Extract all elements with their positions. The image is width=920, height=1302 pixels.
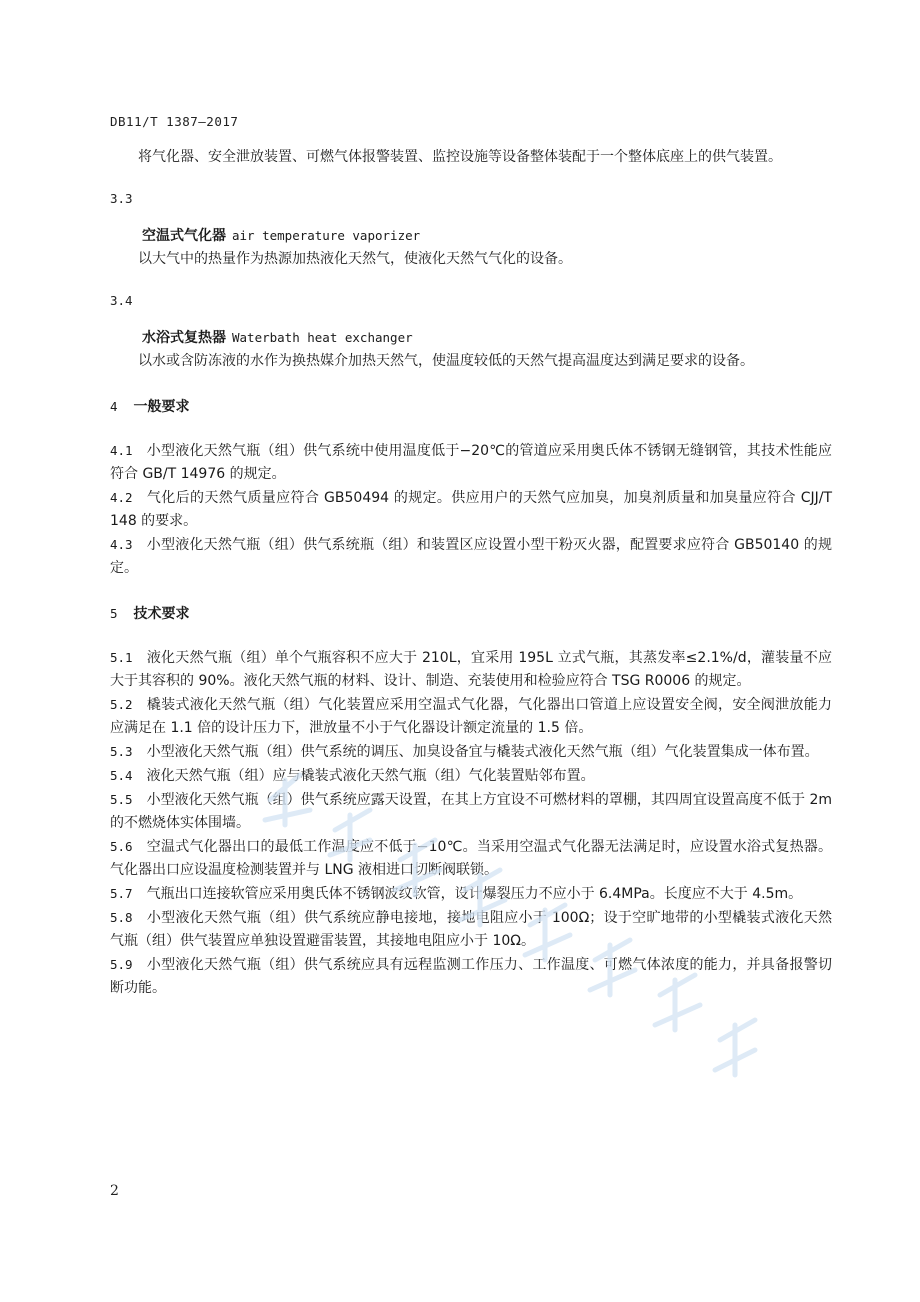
document-body xyxy=(110,146,832,1000)
clause-text: 小型液化天然气瓶（组）供气系统中使用温度低于−20℃的管道应采用奥氏体不锈钢无缝钢管，其技术性能应符合 GB/T 14976 的规定。 xyxy=(110,443,832,482)
section-5-title: 技术要求 xyxy=(133,606,190,622)
clause-text: 液化天然气瓶（组）单个气瓶容积不应大于 210L，宜采用 195L 立式气瓶，其蒸发率≤2.1%/d，灌装量不应大于其容积的 90%。液化天然气瓶的材料、设计、制造、充装使用和检验应符合 TSG R0006 的规定。 xyxy=(110,650,832,689)
clause-number: 5.3 xyxy=(110,744,133,759)
clause-5-6 xyxy=(110,835,832,882)
clause-number: 5.6 xyxy=(110,839,133,854)
section-4-title: 一般要求 xyxy=(133,399,190,415)
term-number-3-3: 3.3 xyxy=(110,191,133,206)
page-number: 2 xyxy=(110,1183,119,1199)
term-number-3-4: 3.4 xyxy=(110,293,133,308)
clause-number: 5.2 xyxy=(110,697,133,712)
section-4-heading xyxy=(110,395,832,419)
clause-5-7 xyxy=(110,882,832,906)
clause-text: 空温式气化器出口的最低工作温度应不低于−10℃。当采用空温式气化器无法满足时，应设置水浴式复热器。气化器出口应设温度检测装置并与 LNG 液相进口切断阀联锁。 xyxy=(110,839,832,878)
clause-number: 5.7 xyxy=(110,886,133,901)
clause-number: 4.1 xyxy=(110,443,133,458)
term-3-4-english: Waterbath heat exchanger xyxy=(232,330,413,345)
clause-text: 气瓶出口连接软管应采用奥氏体不锈钢波纹软管，设计爆裂压力不应小于 6.4MPa。长度应不大于 4.5m。 xyxy=(146,886,803,902)
clause-4-2 xyxy=(110,486,832,533)
clause-text: 橇装式液化天然气瓶（组）气化装置应采用空温式气化器，气化器出口管道上应设置安全阀，安全阀泄放能力应满足在 1.1 倍的设计压力下，泄放量不小于气化器设计额定流量的 1.5 倍。 xyxy=(110,697,832,736)
clause-text: 小型液化天然气瓶（组）供气系统瓶（组）和装置区应设置小型干粉灭火器，配置要求应符合 GB50140 的规定。 xyxy=(110,537,832,576)
intro-paragraph: 将气化器、安全泄放装置、可燃气体报警装置、监控设施等设备整体装配于一个整体底座上的供气装置。 xyxy=(138,149,782,165)
clause-text: 小型液化天然气瓶（组）供气系统应静电接地，接地电阻应小于 100Ω；设于空旷地带的小型橇装式液化天然气瓶（组）供气装置应单独设置避雷装置，其接地电阻应小于 10Ω。 xyxy=(110,910,832,949)
term-3-3 xyxy=(110,224,832,248)
clause-5-1 xyxy=(110,646,832,693)
section-5-heading xyxy=(110,602,832,626)
clause-5-3 xyxy=(110,740,832,764)
clause-text: 小型液化天然气瓶（组）供气系统应具有远程监测工作压力、工作温度、可燃气体浓度的能力，并具备报警切断功能。 xyxy=(110,957,832,996)
clause-number: 5.4 xyxy=(110,768,133,783)
term-3-4-definition: 以水或含防冻液的水作为换热媒介加热天然气，使温度较低的天然气提高温度达到满足要求的设备。 xyxy=(138,353,754,369)
section-4-number: 4 xyxy=(110,399,118,414)
clause-number: 4.2 xyxy=(110,490,133,505)
document-code-header: DB11/T 1387—2017 xyxy=(110,114,239,129)
clause-number: 5.9 xyxy=(110,957,133,972)
term-3-3-definition: 以大气中的热量作为热源加热液化天然气，使液化天然气气化的设备。 xyxy=(138,251,572,267)
term-3-4 xyxy=(110,326,832,350)
clause-5-8 xyxy=(110,906,832,953)
clause-4-3 xyxy=(110,533,832,580)
clause-5-2 xyxy=(110,693,832,740)
clause-5-5 xyxy=(110,788,832,835)
clause-text: 小型液化天然气瓶（组）供气系统的调压、加臭设备宜与橇装式液化天然气瓶（组）气化装置集成一体布置。 xyxy=(146,744,819,760)
clause-number: 5.1 xyxy=(110,650,133,665)
section-5-number: 5 xyxy=(110,606,118,621)
clause-text: 气化后的天然气质量应符合 GB50494 的规定。供应用户的天然气应加臭，加臭剂质量和加臭量应符合 CJJ/T 148 的要求。 xyxy=(110,490,832,529)
clause-5-9 xyxy=(110,953,832,1000)
clause-number: 5.5 xyxy=(110,792,133,807)
clause-text: 液化天然气瓶（组）应与橇装式液化天然气瓶（组）气化装置贴邻布置。 xyxy=(146,768,595,784)
clause-text: 小型液化天然气瓶（组）供气系统应露天设置，在其上方宜设不可燃材料的罩棚，其四周宜设置高度不低于 2m 的不燃烧体实体围墙。 xyxy=(110,792,832,831)
clause-number: 4.3 xyxy=(110,537,133,552)
clause-number: 5.8 xyxy=(110,910,133,925)
term-3-3-chinese: 空温式气化器 xyxy=(142,228,226,244)
clause-5-4 xyxy=(110,764,832,788)
term-3-3-english: air temperature vaporizer xyxy=(232,228,421,243)
clause-4-1 xyxy=(110,439,832,486)
term-3-4-chinese: 水浴式复热器 xyxy=(142,330,226,346)
